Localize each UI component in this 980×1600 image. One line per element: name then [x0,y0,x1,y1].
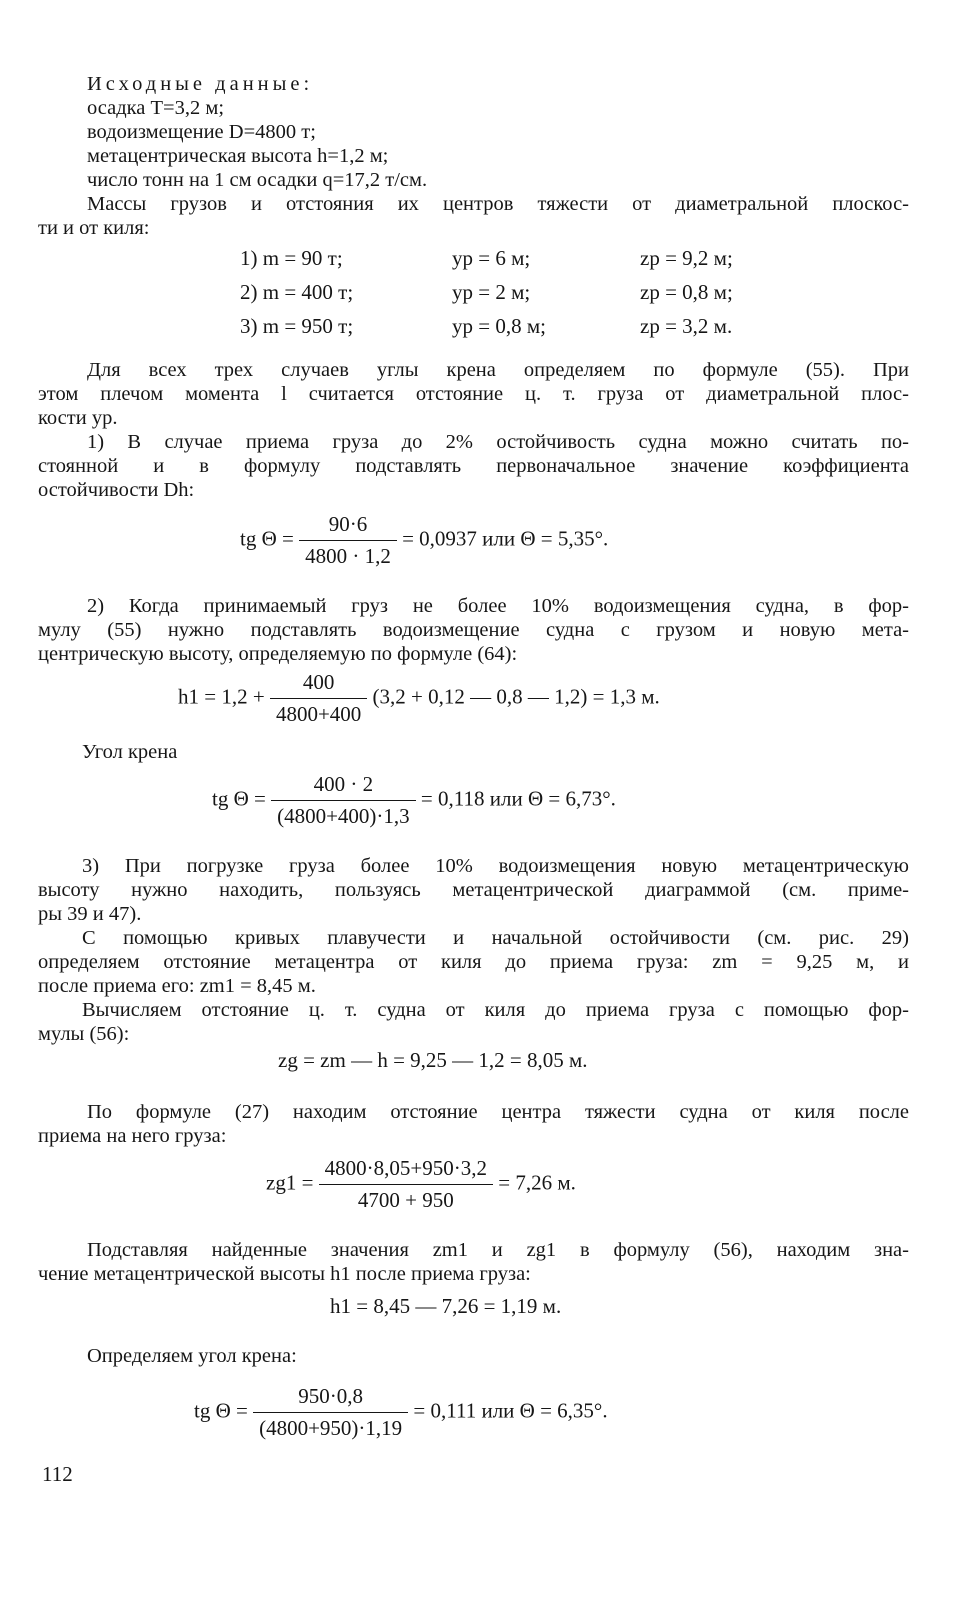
paragraph-6-line-1: Вычисляем отстояние ц. т. судна от киля до приема груза с помощью фор- [82,999,909,1021]
paragraph-4-line-3: ры 39 и 47). [38,903,142,925]
case-3-z: zp = 3,2 м. [640,314,733,338]
paragraph-1-line-3: кости yp. [38,407,118,429]
formula-5-lhs: zg1 = [266,1170,314,1195]
heel-angle-label: Угол крена [82,741,178,763]
paragraph-8-line-2: чение метацентрической высоты h1 после приема груза: [38,1263,531,1285]
formula-3-rhs: = 0,118 или Θ = 6,73°. [420,786,616,811]
paragraph-9: Определяем угол крена: [87,1345,297,1367]
formula-4: zg = zm — h = 9,25 — 1,2 = 8,05 м. [278,1048,588,1072]
paragraph-5-line-1: С помощью кривых плавучести и начальной остойчивости (см. рис. 29) [82,927,909,949]
formula-1-denominator: 4800 · 1,2 [305,544,391,568]
metacentric-height-line: метацентрическая высота h=1,2 м; [87,145,389,167]
case-3-mass: 3) m = 950 т; [240,314,354,338]
paragraph-8-line-1: Подставляя найденные значения zm1 и zg1 в формулу (56), находим зна- [87,1239,909,1261]
case-2-z: zp = 0,8 м; [640,280,733,304]
paragraph-3-line-3: центрическую высоту, определяемую по формуле (64): [38,643,518,665]
formula-1 [240,512,608,569]
case-2-mass: 2) m = 400 т; [240,280,354,304]
formula-7-denominator: (4800+950)·1,19 [259,1416,403,1440]
formula-5-fraction [319,1156,493,1213]
formula-1-numerator: 90·6 [299,512,397,541]
formula-2 [178,670,660,727]
formula-2-denominator: 4800+400 [275,702,362,726]
formula-3-lhs: tg Θ = [212,786,266,811]
formula-7-numerator: 950·0,8 [253,1384,408,1413]
paragraph-1-line-1: Для всех трех случаев углы крена определяем по формуле (55). При [87,359,909,381]
formula-7-lhs: tg Θ = [194,1398,248,1423]
formula-7-rhs: = 0,111 или Θ = 6,35°. [413,1398,608,1423]
formula-1-fraction [299,512,397,569]
case-3-y: yp = 0,8 м; [452,314,546,338]
case-1-z: zp = 9,2 м; [640,246,733,270]
masses-line-2: ти и от киля: [38,217,150,239]
initial-data-heading: Исходные данные: [87,73,314,95]
paragraph-7-line-1: По формуле (27) находим отстояние центра тяжести судна от киля после [87,1101,909,1123]
paragraph-4-line-1: 3) При погрузке груза более 10% водоизмещения новую метацентрическую [82,855,909,877]
formula-2-numerator: 400 [270,670,367,699]
paragraph-5-line-3: после приема его: zm1 = 8,45 м. [38,975,316,997]
formula-3 [212,772,616,829]
case-1-mass: 1) m = 90 т; [240,246,343,270]
paragraph-1-line-2: этом плечом момента l считается отстояние ц. т. груза от диаметральной плос- [38,383,909,405]
formula-5 [266,1156,576,1213]
case-2-y: yp = 2 м; [452,280,531,304]
formula-2-rhs: (3,2 + 0,12 — 0,8 — 1,2) = 1,3 м. [372,684,660,709]
paragraph-6-line-2: мулы (56): [38,1023,130,1045]
paragraph-3-line-2: мулу (55) нужно подставлять водоизмещение судна с грузом и новую мета- [38,619,909,641]
formula-3-fraction [271,772,416,829]
formula-3-denominator: (4800+400)·1,3 [277,804,410,828]
formula-5-rhs: = 7,26 м. [498,1170,576,1195]
masses-line-1: Массы грузов и отстояния их центров тяжести от диаметральной плоскос- [87,193,909,215]
tons-per-cm-line: число тонн на 1 см осадки q=17,2 т/см. [87,169,428,191]
case-1-y: yp = 6 м; [452,246,531,270]
formula-5-denominator: 4700 + 950 [357,1188,454,1212]
formula-1-rhs: = 0,0937 или Θ = 5,35°. [402,526,609,551]
draft-line: осадка T=3,2 м; [87,97,225,119]
paragraph-3-line-1: 2) Когда принимаемый груз не более 10% водоизмещения судна, в фор- [87,595,909,617]
paragraph-2-line-2: стоянной и в формулу подставлять первоначальное значение коэффициента [38,455,909,477]
formula-7-fraction [253,1384,408,1441]
formula-1-lhs: tg Θ = [240,526,294,551]
page-number: 112 [42,1462,73,1486]
formula-6: h1 = 8,45 — 7,26 = 1,19 м. [330,1294,562,1318]
displacement-line: водоизмещение D=4800 т; [87,121,316,143]
paragraph-2-line-1: 1) В случае приема груза до 2% остойчивость судна можно считать по- [87,431,909,453]
formula-2-fraction [270,670,367,727]
paragraph-5-line-2: определяем отстояние метацентра от киля до приема груза: zm = 9,25 м, и [38,951,909,973]
paragraph-7-line-2: приема на него груза: [38,1125,227,1147]
paragraph-2-line-3: остойчивости Dh: [38,479,195,501]
formula-5-numerator: 4800·8,05+950·3,2 [319,1156,493,1185]
formula-7 [194,1384,608,1441]
formula-2-lhs: h1 = 1,2 + [178,684,265,709]
formula-3-numerator: 400 · 2 [271,772,416,801]
paragraph-4-line-2: высоту нужно находить, пользуясь метацентрической диаграммой (см. приме- [38,879,909,901]
